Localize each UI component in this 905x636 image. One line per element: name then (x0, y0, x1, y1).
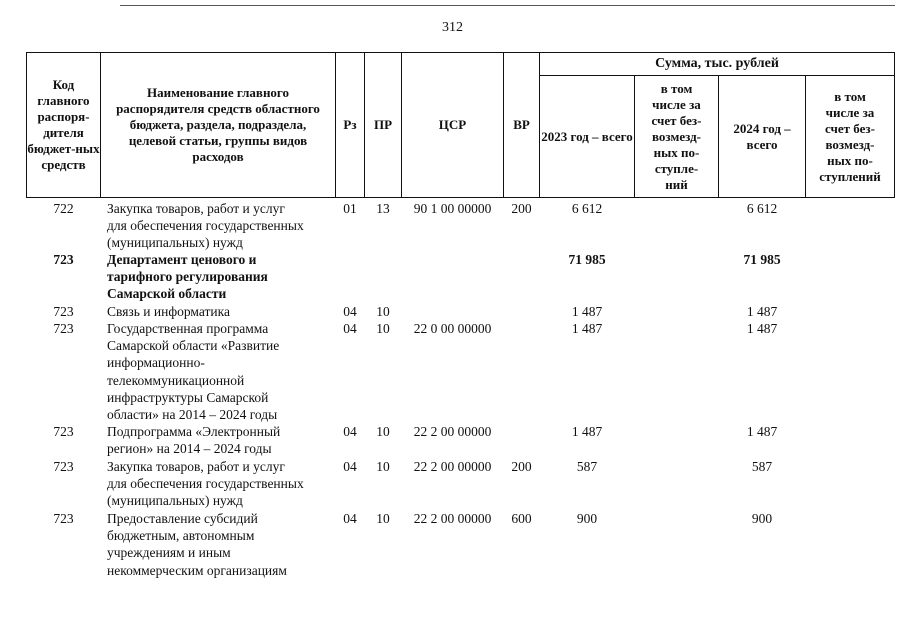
cell-code: 722 (53, 201, 74, 216)
cell-name-line: Государственная программа (107, 321, 269, 336)
cell-name-line: учреждениям и иным (107, 545, 231, 561)
cell-s2024: 71 985 (743, 252, 781, 267)
cell-s2024: 6 612 (746, 201, 778, 216)
cell-name-line: Подпрограмма «Электронный (107, 424, 281, 439)
header-2023-free: в том числе за счет без-возмезд-ных по-ступле-ний (634, 75, 719, 198)
cell-vr: 200 (511, 459, 532, 474)
cell-rz: 04 (343, 459, 357, 474)
cell-name-line: области» на 2014 – 2024 годы (107, 407, 278, 422)
header-2024-free: в том числе за счет без-возмезд-ных по-ступлений (805, 75, 895, 198)
cell-name-line: некоммерческим организациям (107, 562, 287, 578)
cell-csr: 22 2 00 00000 (413, 511, 492, 526)
cell-name-line: для обеспечения государственных (107, 476, 304, 492)
cell-code: 723 (53, 459, 74, 474)
cell-name-line: Связь и информатика (107, 304, 230, 319)
cell-pr: 10 (376, 459, 390, 474)
cell-rz: 01 (343, 201, 357, 216)
cell-s2024: 587 (751, 459, 773, 474)
cell-name-line: Самарской области (107, 286, 227, 302)
header-2024-total: 2024 год – всего (718, 75, 806, 198)
cell-name-line: Самарской области «Развитие (107, 338, 280, 354)
cell-s2023: 71 985 (568, 252, 606, 267)
page-number: 312 (442, 20, 463, 35)
cell-csr: 90 1 00 00000 (413, 201, 492, 216)
cell-name-line: информационно- (107, 355, 205, 371)
cell-s2023: 1 487 (571, 304, 603, 319)
cell-pr: 10 (376, 304, 390, 319)
cell-s2024: 1 487 (746, 321, 778, 336)
header-2023-total: 2023 год – всего (539, 75, 635, 198)
cell-s2024: 1 487 (746, 304, 778, 319)
cell-s2023: 1 487 (571, 321, 603, 336)
header-code: Код главного распоря-дителя бюджет-ных средств (26, 52, 101, 198)
cell-name-line: Закупка товаров, работ и услуг (107, 201, 285, 216)
cell-pr: 10 (376, 511, 390, 526)
cell-pr: 13 (376, 201, 390, 216)
cell-vr: 200 (511, 201, 532, 216)
cell-code: 723 (53, 252, 74, 267)
cell-csr: 22 2 00 00000 (413, 424, 492, 439)
cell-csr: 22 2 00 00000 (413, 459, 492, 474)
cell-name-line: Департамент ценового и (107, 252, 257, 267)
cell-code: 723 (53, 304, 74, 319)
cell-vr: 600 (511, 511, 532, 526)
header-vr: ВР (503, 52, 540, 198)
cell-rz: 04 (343, 424, 357, 439)
cell-code: 723 (53, 321, 74, 336)
cell-s2024: 900 (751, 511, 773, 526)
header-rz: Рз (335, 52, 365, 198)
cell-s2023: 900 (576, 511, 598, 526)
cell-pr: 10 (376, 424, 390, 439)
cell-rz: 04 (343, 511, 357, 526)
cell-rz: 04 (343, 321, 357, 336)
cell-csr: 22 0 00 00000 (413, 321, 492, 336)
cell-rz: 04 (343, 304, 357, 319)
cell-s2023: 587 (576, 459, 598, 474)
cell-s2023: 1 487 (571, 424, 603, 439)
cell-name-line: (муниципальных) нужд (107, 235, 243, 251)
cell-name-line: регион» на 2014 – 2024 годы (107, 441, 272, 457)
cell-name-line: инфраструктуры Самарской (107, 389, 269, 405)
cell-s2023: 6 612 (571, 201, 603, 216)
top-rule (120, 5, 895, 6)
cell-name-line: (муниципальных) нужд (107, 493, 243, 509)
header-pr: ПР (364, 52, 402, 198)
header-name: Наименование главного распорядителя средств областного бюджета, раздела, подраздела, целевой статьи, группы видов расходов (100, 52, 336, 198)
header-sum: Сумма, тыс. рублей (539, 52, 895, 76)
cell-name-line: для обеспечения государственных (107, 218, 304, 234)
cell-name-line: Закупка товаров, работ и услуг (107, 459, 285, 474)
cell-pr: 10 (376, 321, 390, 336)
cell-name-line: Предоставление субсидий (107, 511, 258, 526)
cell-name-line: тарифного регулирования (107, 269, 268, 285)
cell-s2024: 1 487 (746, 424, 778, 439)
header-csr: ЦСР (401, 52, 504, 198)
cell-name-line: бюджетным, автономным (107, 528, 255, 544)
cell-code: 723 (53, 511, 74, 526)
cell-name-line: телекоммуникационной (107, 372, 245, 388)
cell-code: 723 (53, 424, 74, 439)
